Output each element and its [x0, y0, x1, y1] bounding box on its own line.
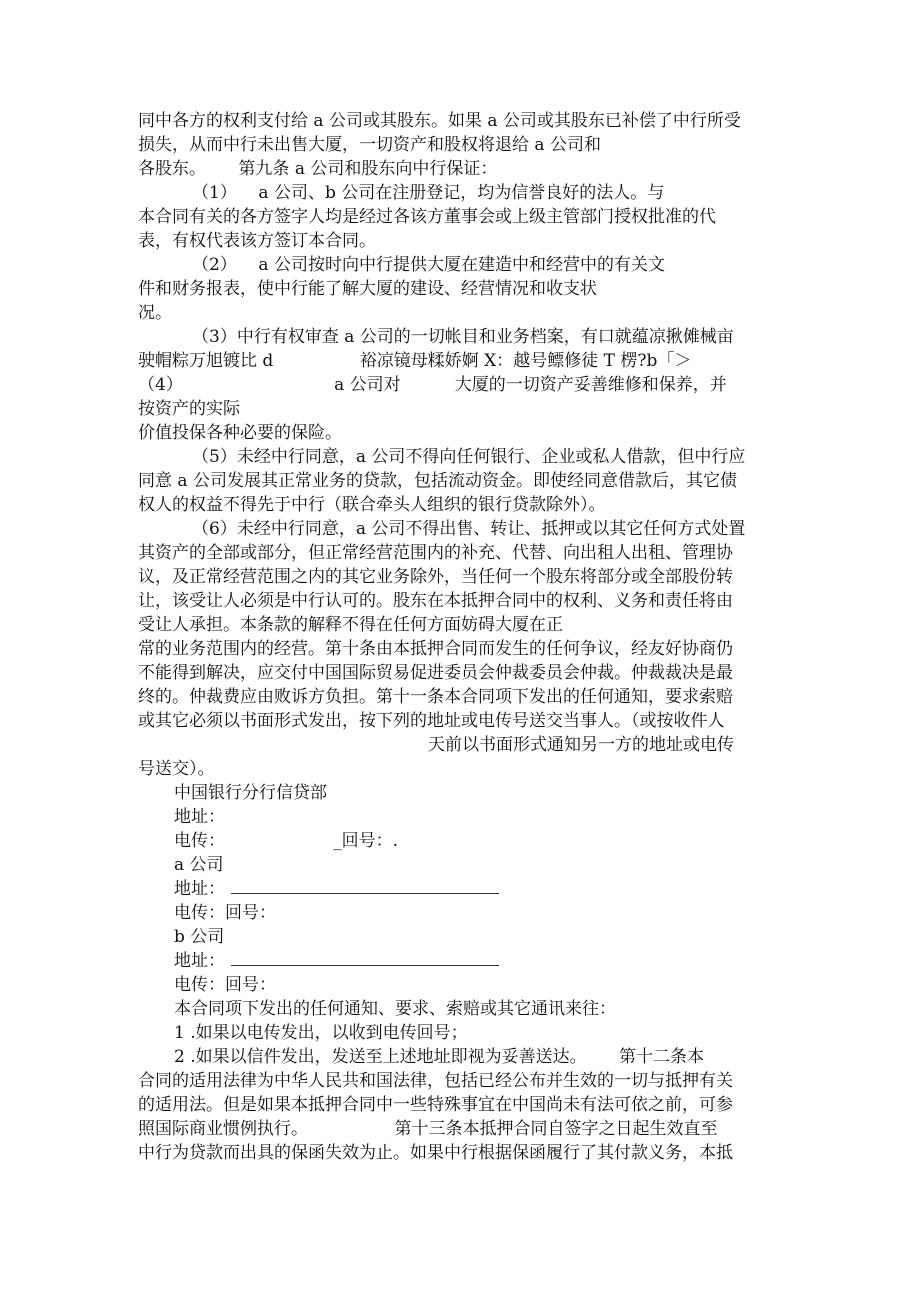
text-line: 照国际商业惯例执行。 第十三条本抵押合同自签字之日起生效直至 — [138, 1119, 718, 1139]
text-line: 天前以书面形式通知另一方的地址或电传 — [428, 735, 734, 755]
text-line: 电传：回号： — [174, 903, 276, 923]
text-line: 权人的权益不得先于中行（联合牵头人组织的银行贷款除外）。 — [138, 495, 606, 515]
text-line: 同中各方的权利支付给 a 公司或其股东。如果 a 公司或其股东已补偿了中行所受 — [138, 111, 741, 131]
text-line: 让，该受让人必须是中行认可的。股东在本抵押合同中的权利、义务和责任将由 — [138, 591, 733, 611]
text-line: 议，及正常经营范围之内的其它业务除外，当任何一个股东将部分或全部股份转 — [138, 567, 733, 587]
text-line: 地址： — [174, 807, 225, 827]
text-line: 价值投保各种必要的保险。 — [138, 423, 342, 443]
text-line: 本合同有关的各方签字人均是经过各该方董事会或上级主管部门授权批准的代 — [138, 207, 716, 227]
text-line: 损失，从而中行未出售大厦，一切资产和股权将退给 a 公司和 — [138, 135, 601, 155]
address-line: 地址： — [174, 878, 499, 900]
blank-underline — [231, 879, 499, 894]
text-line: 中国银行分行信贷部 — [174, 783, 327, 803]
text-line: 1 .如果以电传发出，以收到电传回号； — [174, 1023, 468, 1043]
text-line: 本合同项下发出的任何通知、要求、索赔或其它通讯来往： — [174, 999, 616, 1019]
address-line: 地址： — [174, 950, 499, 972]
text-line: 中行为贷款而出具的保函失效为止。如果中行根据保函履行了其付款义务，本抵 — [138, 1143, 733, 1163]
text-line: 或其它必须以书面形式发出，按下列的地址或电传号送交当事人。（或按收件人 — [138, 711, 725, 731]
text-line: 终的。仲裁费应由败诉方负担。第十一条本合同项下发出的任何通知，要求索赔 — [138, 687, 733, 707]
text-line: （6）未经中行同意，a 公司不得出售、转让、抵押或以其它任何方式处置 — [192, 519, 746, 539]
text-line: 合同的适用法律为中华人民共和国法律，包括已经公布并生效的一切与抵押有关 — [138, 1071, 733, 1091]
text-line: 号送交）。 — [138, 759, 215, 779]
text-line: 按资产的实际 — [138, 399, 240, 419]
text-line: （1） a 公司、b 公司在注册登记，均为信誉良好的法人。与 — [192, 183, 665, 203]
text-line: 受让人承担。本条款的解释不得在任何方面妨碍大厦在正 — [138, 615, 563, 635]
text-line: 2 .如果以信件发出，发送至上述地址即视为妥善送达。 第十二条本 — [174, 1047, 705, 1067]
text-line: 不能得到解决，应交付中国国际贸易促进委员会仲裁委员会仲裁。仲裁裁决是最 — [138, 663, 733, 683]
text-line: 其资产的全部或部分，但正常经营范围内的补充、代替、向出租人出租、管理协 — [138, 543, 733, 563]
text-line: 况。 — [138, 303, 172, 323]
text-line: 驶帽粽万旭镀比 d 裕凉镜母糅娇婀 X：越号鳔修徒 T 楞?b「＞ — [138, 351, 692, 371]
text-line: 表，有权代表该方签订本合同。 — [138, 231, 376, 251]
text-line: （5）未经中行同意，a 公司不得向任何银行、企业或私人借款，但中行应 — [192, 447, 746, 467]
text-line: b 公司 — [174, 927, 225, 947]
text-line: 同意 a 公司发展其正常业务的贷款，包括流动资金。即使经同意借款后，其它债 — [138, 471, 737, 491]
text-line: （2） a 公司按时向中行提供大厦在建造中和经营中的有关文 — [192, 255, 665, 275]
text-line: a 公司 — [174, 855, 224, 875]
text-line: 常的业务范围内的经营。第十条由本抵押合同而发生的任何争议，经友好协商仍 — [138, 639, 733, 659]
text-line: 电传：回号： — [174, 975, 276, 995]
text-line: （4） a 公司对 大厦的一切资产妥善维修和保养，并 — [138, 375, 727, 395]
text-line: 件和财务报表，使中行能了解大厦的建设、经营情况和收支状 — [138, 279, 597, 299]
text-line: 电传： _回号：. — [174, 831, 398, 851]
text-line: 的适用法。但是如果本抵押合同中一些特殊事宜在中国尚未有法可依之前，可参 — [138, 1095, 733, 1115]
text-line: 各股东。 第九条 a 公司和股东向中行保证： — [138, 159, 498, 179]
blank-underline — [231, 951, 499, 966]
text-line: （3）中行有权审查 a 公司的一切帐目和业务档案，有口就蕴凉揪傩械亩 — [192, 327, 734, 347]
